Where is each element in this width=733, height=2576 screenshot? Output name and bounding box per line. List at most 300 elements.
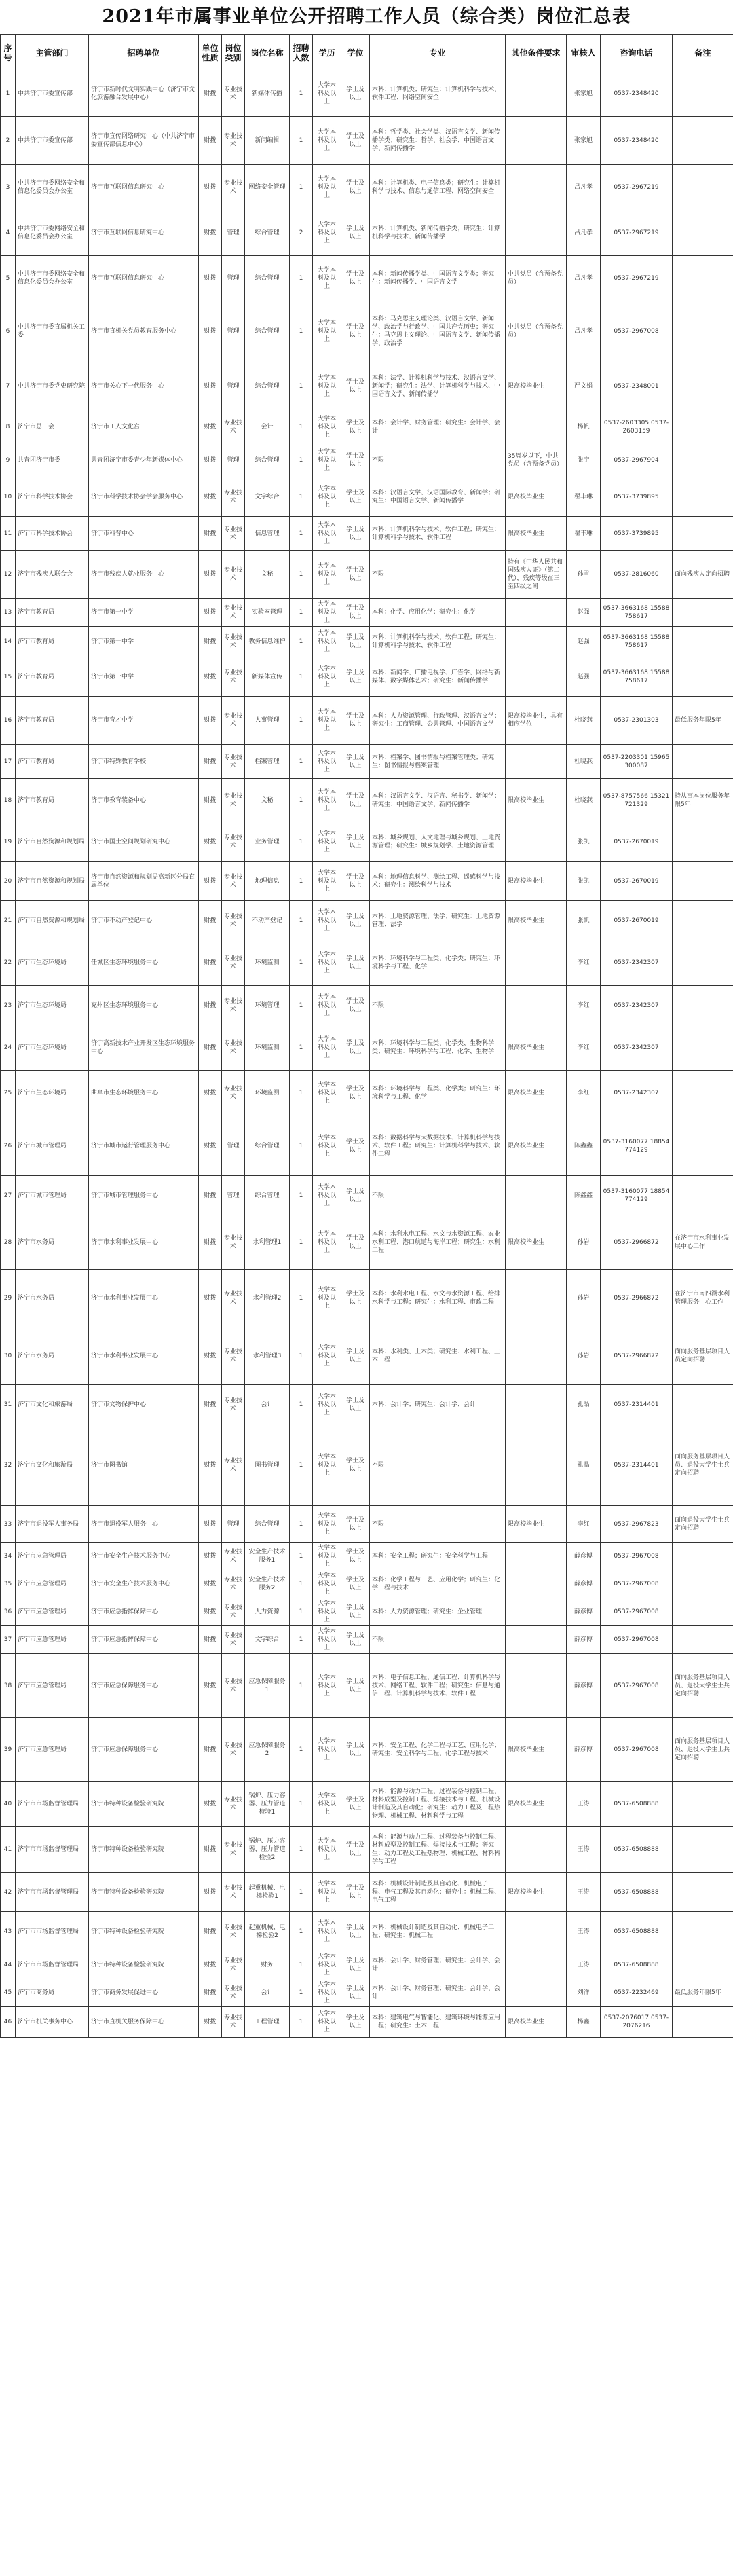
cell-other [506, 210, 567, 256]
cell-edu: 大学本科及以上 [313, 1215, 341, 1270]
cell-major: 不限 [370, 1506, 506, 1543]
cell-reviewer: 孙岩 [567, 1327, 601, 1385]
cell-remark [673, 71, 733, 117]
cell-unit: 济宁市直机关党员教育服务中心 [89, 301, 199, 361]
cell-edu: 大学本科及以上 [313, 1827, 341, 1873]
cell-post: 环境监测 [245, 940, 290, 986]
table-row [1, 301, 733, 361]
cell-category: 专业技术 [222, 117, 245, 165]
cell-category: 专业技术 [222, 1873, 245, 1912]
cell-other [506, 1176, 567, 1215]
cell-no: 14 [1, 627, 16, 657]
cell-no: 39 [1, 1718, 16, 1782]
cell-nature: 财拨 [199, 1215, 222, 1270]
cell-no: 1 [1, 71, 16, 117]
cell-reviewer: 杨鑫 [567, 2007, 601, 2038]
cell-other: 限高校毕业生 [506, 1782, 567, 1827]
cell-major: 本科：人力资源管理、行政管理、汉语言文学；研究生：工商管理、公共管理、中国语言文学 [370, 697, 506, 745]
cell-nature: 财拨 [199, 71, 222, 117]
cell-nature: 财拨 [199, 1071, 222, 1116]
cell-major: 本科：环境科学与工程类、化学类；研究生：环境科学与工程、化学 [370, 1071, 506, 1116]
cell-dept: 济宁市应急管理局 [16, 1543, 89, 1570]
cell-unit: 济宁市科普中心 [89, 517, 199, 551]
table-row [1, 627, 733, 657]
cell-category: 专业技术 [222, 1979, 245, 2007]
cell-degree: 学士及以上 [341, 361, 370, 411]
cell-category: 专业技术 [222, 71, 245, 117]
cell-nature: 财拨 [199, 117, 222, 165]
cell-reviewer: 张家旭 [567, 71, 601, 117]
cell-dept: 中共济宁市委直属机关工委 [16, 301, 89, 361]
cell-reviewer: 王涛 [567, 1873, 601, 1912]
cell-edu: 大学本科及以上 [313, 1782, 341, 1827]
table-row [1, 1270, 733, 1327]
cell-edu: 大学本科及以上 [313, 1598, 341, 1626]
cell-post: 信息管理 [245, 517, 290, 551]
table-row [1, 1071, 733, 1116]
cell-count: 1 [290, 1543, 313, 1570]
cell-dept: 中共济宁市委宣传部 [16, 117, 89, 165]
cell-other: 限高校毕业生 [506, 901, 567, 940]
cell-degree: 学士及以上 [341, 1215, 370, 1270]
cell-other [506, 1598, 567, 1626]
col-header-dept: 主管部门 [16, 35, 89, 71]
cell-count: 1 [290, 599, 313, 627]
cell-dept: 济宁市应急管理局 [16, 1598, 89, 1626]
cell-edu: 大学本科及以上 [313, 1176, 341, 1215]
cell-remark [673, 745, 733, 779]
cell-unit: 济宁市城市管理服务中心 [89, 1176, 199, 1215]
cell-no: 36 [1, 1598, 16, 1626]
cell-major: 本科：会计学；研究生：会计学、会计 [370, 1385, 506, 1424]
cell-other [506, 1979, 567, 2007]
cell-edu: 大学本科及以上 [313, 361, 341, 411]
cell-post: 文秘 [245, 779, 290, 822]
cell-remark [673, 627, 733, 657]
cell-phone: 0537-2670019 [601, 822, 673, 862]
cell-unit: 济宁市退役军人服务中心 [89, 1506, 199, 1543]
cell-reviewer: 孙岩 [567, 1215, 601, 1270]
cell-reviewer: 薛彦博 [567, 1654, 601, 1718]
cell-category: 专业技术 [222, 599, 245, 627]
cell-post: 环境监测 [245, 1071, 290, 1116]
cell-count: 1 [290, 627, 313, 657]
cell-nature: 财拨 [199, 1543, 222, 1570]
cell-nature: 财拨 [199, 256, 222, 301]
cell-count: 1 [290, 361, 313, 411]
cell-count: 1 [290, 1782, 313, 1827]
table-row [1, 901, 733, 940]
cell-major: 本科：化学、应用化学；研究生：化学 [370, 599, 506, 627]
table-row [1, 210, 733, 256]
cell-degree: 学士及以上 [341, 1506, 370, 1543]
cell-other: 限高校毕业生 [506, 862, 567, 901]
cell-degree: 学士及以上 [341, 1951, 370, 1979]
cell-no: 26 [1, 1116, 16, 1176]
cell-major: 本科：计算机类；研究生：计算机科学与技术、软件工程、网络空间安全 [370, 71, 506, 117]
cell-degree: 学士及以上 [341, 822, 370, 862]
cell-phone: 0537-2301303 [601, 697, 673, 745]
cell-post: 环境管理 [245, 986, 290, 1025]
cell-remark: 面向退役大学生士兵定向招聘 [673, 1506, 733, 1543]
cell-category: 管理 [222, 443, 245, 477]
cell-category: 专业技术 [222, 697, 245, 745]
cell-other: 中共党员（含预备党员） [506, 256, 567, 301]
table-row [1, 1782, 733, 1827]
cell-unit: 济宁市特种设备检验研究院 [89, 1951, 199, 1979]
cell-dept: 济宁市生态环境局 [16, 1025, 89, 1071]
cell-edu: 大学本科及以上 [313, 411, 341, 443]
cell-phone: 0537-2348001 [601, 361, 673, 411]
cell-no: 19 [1, 822, 16, 862]
cell-reviewer: 王涛 [567, 1782, 601, 1827]
cell-unit: 济宁市工人文化宫 [89, 411, 199, 443]
col-header-category: 岗位类别 [222, 35, 245, 71]
cell-degree: 学士及以上 [341, 697, 370, 745]
cell-unit: 济宁市安全生产技术服务中心 [89, 1570, 199, 1598]
cell-other [506, 657, 567, 697]
cell-edu: 大学本科及以上 [313, 862, 341, 901]
cell-other: 限高校毕业生，具有相应学位 [506, 697, 567, 745]
cell-remark: 面向服务基层项目人员定向招聘 [673, 1327, 733, 1385]
cell-unit: 济宁市水利事业发展中心 [89, 1215, 199, 1270]
col-header-remark: 备注 [673, 35, 733, 71]
col-header-phone: 咨询电话 [601, 35, 673, 71]
cell-other [506, 71, 567, 117]
cell-post: 综合管理 [245, 1176, 290, 1215]
cell-phone: 0537-2670019 [601, 901, 673, 940]
cell-phone: 0537-2967219 [601, 210, 673, 256]
cell-degree: 学士及以上 [341, 779, 370, 822]
cell-reviewer: 杜晓燕 [567, 745, 601, 779]
cell-remark [673, 411, 733, 443]
cell-reviewer: 孔晶 [567, 1424, 601, 1506]
cell-category: 管理 [222, 1176, 245, 1215]
table-row [1, 1176, 733, 1215]
cell-remark [673, 2007, 733, 2038]
cell-major: 本科：计算机科学与技术、软件工程；研究生：计算机科学与技术、软件工程 [370, 517, 506, 551]
cell-category: 专业技术 [222, 1827, 245, 1873]
cell-unit: 济宁市不动产登记中心 [89, 901, 199, 940]
table-row [1, 477, 733, 517]
cell-no: 38 [1, 1654, 16, 1718]
cell-nature: 财拨 [199, 1873, 222, 1912]
cell-edu: 大学本科及以上 [313, 745, 341, 779]
cell-reviewer: 赵强 [567, 627, 601, 657]
col-header-no: 序号 [1, 35, 16, 71]
cell-degree: 学士及以上 [341, 1912, 370, 1951]
cell-unit: 共青团济宁市委青少年新媒体中心 [89, 443, 199, 477]
cell-remark [673, 1827, 733, 1873]
cell-remark [673, 1570, 733, 1598]
cell-category: 专业技术 [222, 940, 245, 986]
cell-nature: 财拨 [199, 697, 222, 745]
cell-dept: 济宁市机关事务中心 [16, 2007, 89, 2038]
table-row [1, 1570, 733, 1598]
cell-nature: 财拨 [199, 443, 222, 477]
cell-category: 专业技术 [222, 1424, 245, 1506]
cell-post: 不动产登记 [245, 901, 290, 940]
cell-reviewer: 陈鑫鑫 [567, 1176, 601, 1215]
cell-unit: 济宁市水利事业发展中心 [89, 1327, 199, 1385]
cell-dept: 济宁市市场监督管理局 [16, 1873, 89, 1912]
cell-count: 1 [290, 551, 313, 599]
cell-category: 专业技术 [222, 1327, 245, 1385]
cell-dept: 济宁市文化和旅游局 [16, 1385, 89, 1424]
cell-count: 1 [290, 411, 313, 443]
cell-edu: 大学本科及以上 [313, 551, 341, 599]
cell-nature: 财拨 [199, 940, 222, 986]
cell-dept: 济宁市城市管理局 [16, 1116, 89, 1176]
cell-unit: 济宁市安全生产技术服务中心 [89, 1543, 199, 1570]
cell-phone: 0537-2967823 [601, 1506, 673, 1543]
cell-edu: 大学本科及以上 [313, 71, 341, 117]
table-row [1, 551, 733, 599]
cell-reviewer: 刘洋 [567, 1979, 601, 2007]
cell-unit: 济宁市文物保护中心 [89, 1385, 199, 1424]
cell-no: 2 [1, 117, 16, 165]
header-row [1, 35, 733, 71]
cell-remark [673, 862, 733, 901]
cell-unit: 济宁市第一中学 [89, 627, 199, 657]
cell-unit: 济宁市特种设备检验研究院 [89, 1912, 199, 1951]
cell-post: 实验室管理 [245, 599, 290, 627]
cell-remark [673, 1951, 733, 1979]
cell-unit: 济宁市应急保障服务中心 [89, 1654, 199, 1718]
cell-category: 专业技术 [222, 1071, 245, 1116]
table-row [1, 1827, 733, 1873]
cell-degree: 学士及以上 [341, 1718, 370, 1782]
cell-other [506, 745, 567, 779]
table-row [1, 1873, 733, 1912]
cell-major: 不限 [370, 986, 506, 1025]
cell-dept: 济宁市教育局 [16, 657, 89, 697]
cell-category: 专业技术 [222, 1951, 245, 1979]
cell-edu: 大学本科及以上 [313, 599, 341, 627]
cell-count: 1 [290, 986, 313, 1025]
cell-other: 限高校毕业生 [506, 1071, 567, 1116]
cell-reviewer: 杨帆 [567, 411, 601, 443]
cell-nature: 财拨 [199, 210, 222, 256]
cell-dept: 济宁市教育局 [16, 745, 89, 779]
cell-remark [673, 1176, 733, 1215]
cell-unit: 济宁市应急指挥保障中心 [89, 1598, 199, 1626]
cell-other [506, 986, 567, 1025]
cell-nature: 财拨 [199, 745, 222, 779]
cell-no: 15 [1, 657, 16, 697]
cell-no: 24 [1, 1025, 16, 1071]
cell-unit: 兖州区生态环境服务中心 [89, 986, 199, 1025]
cell-dept: 济宁市应急管理局 [16, 1570, 89, 1598]
cell-count: 1 [290, 517, 313, 551]
cell-count: 1 [290, 779, 313, 822]
cell-edu: 大学本科及以上 [313, 443, 341, 477]
cell-category: 专业技术 [222, 862, 245, 901]
cell-no: 6 [1, 301, 16, 361]
table-row [1, 2007, 733, 2038]
cell-other [506, 117, 567, 165]
cell-major: 本科：环境科学与工程类、化学类；研究生：环境科学与工程、化学 [370, 940, 506, 986]
cell-nature: 财拨 [199, 165, 222, 210]
cell-degree: 学士及以上 [341, 1327, 370, 1385]
cell-phone: 0537-2967008 [601, 1543, 673, 1570]
cell-nature: 财拨 [199, 1176, 222, 1215]
cell-count: 1 [290, 745, 313, 779]
table-row [1, 1385, 733, 1424]
cell-edu: 大学本科及以上 [313, 1718, 341, 1782]
cell-other [506, 1270, 567, 1327]
cell-nature: 财拨 [199, 627, 222, 657]
cell-unit: 济宁市互联网信息研究中心 [89, 256, 199, 301]
cell-phone: 0537-2967904 [601, 443, 673, 477]
cell-no: 12 [1, 551, 16, 599]
cell-phone: 0537-6508888 [601, 1873, 673, 1912]
cell-major: 本科：土地资源管理、法学；研究生：土地资源管理、法学 [370, 901, 506, 940]
cell-nature: 财拨 [199, 822, 222, 862]
cell-dept: 济宁市水务局 [16, 1215, 89, 1270]
cell-post: 应急保障服务2 [245, 1718, 290, 1782]
cell-reviewer: 孙雪 [567, 551, 601, 599]
col-header-reviewer: 审核人 [567, 35, 601, 71]
col-header-unit: 招聘单位 [89, 35, 199, 71]
cell-reviewer: 李红 [567, 1506, 601, 1543]
cell-major: 本科：环境科学与工程类、化学类、生物科学类；研究生：环境科学与工程、化学、生物学 [370, 1025, 506, 1071]
cell-no: 17 [1, 745, 16, 779]
cell-other: 限高校毕业生 [506, 1506, 567, 1543]
cell-dept: 济宁市市场监督管理局 [16, 1951, 89, 1979]
cell-unit: 济宁市第一中学 [89, 657, 199, 697]
cell-phone: 0537-2203301 15965300087 [601, 745, 673, 779]
cell-remark: 面向残疾人定向招聘 [673, 551, 733, 599]
table-row [1, 1979, 733, 2007]
cell-post: 综合管理 [245, 1506, 290, 1543]
cell-degree: 学士及以上 [341, 1385, 370, 1424]
cell-post: 教务信息维护 [245, 627, 290, 657]
cell-count: 1 [290, 1570, 313, 1598]
cell-edu: 大学本科及以上 [313, 301, 341, 361]
table-row [1, 779, 733, 822]
cell-reviewer: 薛彦博 [567, 1543, 601, 1570]
cell-post: 人事管理 [245, 697, 290, 745]
cell-major: 本科：数据科学与大数据技术、计算机科学与技术、软件工程；研究生：计算机科学与技术、软件工程 [370, 1116, 506, 1176]
cell-major: 本科：马克思主义理论类、汉语言文学、新闻学、政治学与行政学、中国共产党历史；研究生：马克思主义理论、中国语言文学、新闻传播学、政治学 [370, 301, 506, 361]
cell-phone: 0537-2967008 [601, 1598, 673, 1626]
cell-reviewer: 张凯 [567, 901, 601, 940]
cell-count: 1 [290, 443, 313, 477]
cell-category: 专业技术 [222, 1385, 245, 1424]
cell-post: 新媒体传播 [245, 71, 290, 117]
cell-major: 本科：地理信息科学、测绘工程、遥感科学与技术；研究生：测绘科学与技术 [370, 862, 506, 901]
cell-remark [673, 1782, 733, 1827]
cell-degree: 学士及以上 [341, 1598, 370, 1626]
cell-post: 综合管理 [245, 301, 290, 361]
cell-phone: 0537-6508888 [601, 1827, 673, 1873]
table-row [1, 1626, 733, 1654]
cell-edu: 大学本科及以上 [313, 1543, 341, 1570]
cell-phone: 0537-2314401 [601, 1424, 673, 1506]
cell-post: 应急保障服务1 [245, 1654, 290, 1718]
cell-phone: 0537-2348420 [601, 117, 673, 165]
cell-other: 限高校毕业生 [506, 2007, 567, 2038]
cell-other: 限高校毕业生 [506, 1718, 567, 1782]
cell-nature: 财拨 [199, 1951, 222, 1979]
cell-nature: 财拨 [199, 1598, 222, 1626]
cell-category: 专业技术 [222, 165, 245, 210]
table-row [1, 1424, 733, 1506]
cell-no: 13 [1, 599, 16, 627]
cell-post: 档案管理 [245, 745, 290, 779]
cell-dept: 共青团济宁市委 [16, 443, 89, 477]
cell-other: 限高校毕业生 [506, 1025, 567, 1071]
cell-category: 专业技术 [222, 1718, 245, 1782]
cell-phone: 0537-2603305 0537-2603159 [601, 411, 673, 443]
table-row [1, 940, 733, 986]
cell-unit: 济宁市互联网信息研究中心 [89, 210, 199, 256]
cell-no: 3 [1, 165, 16, 210]
cell-unit: 济宁市残疾人就业服务中心 [89, 551, 199, 599]
cell-post: 锅炉、压力容器、压力管道检验1 [245, 1782, 290, 1827]
cell-category: 专业技术 [222, 411, 245, 443]
cell-phone: 0537-2967008 [601, 1654, 673, 1718]
cell-nature: 财拨 [199, 901, 222, 940]
cell-degree: 学士及以上 [341, 1424, 370, 1506]
cell-major: 本科：会计学、财务管理；研究生：会计学、会计 [370, 411, 506, 443]
cell-other [506, 1327, 567, 1385]
cell-other: 限高校毕业生 [506, 1215, 567, 1270]
cell-major: 本科：能源与动力工程、过程装备与控制工程、材料成型及控制工程、焊接技术与工程、机械设计制造及其自动化；研究生：动力工程及工程热物理、机械工程、材料科学与工程 [370, 1782, 506, 1827]
cell-category: 专业技术 [222, 779, 245, 822]
cell-dept: 中共济宁市委党史研究院 [16, 361, 89, 411]
cell-edu: 大学本科及以上 [313, 1979, 341, 2007]
cell-count: 1 [290, 71, 313, 117]
cell-unit: 济宁市自然资源和规划局高新区分局直属单位 [89, 862, 199, 901]
cell-phone: 0537-3663168 15588758617 [601, 599, 673, 627]
cell-remark [673, 256, 733, 301]
cell-other [506, 1570, 567, 1598]
cell-phone: 0537-2342307 [601, 986, 673, 1025]
cell-remark [673, 1912, 733, 1951]
cell-post: 会计 [245, 1979, 290, 2007]
cell-remark [673, 986, 733, 1025]
cell-count: 1 [290, 165, 313, 210]
cell-major: 本科：档案学、图书情报与档案管理类；研究生：图书情报与档案管理 [370, 745, 506, 779]
cell-post: 水利管理1 [245, 1215, 290, 1270]
table-row [1, 1654, 733, 1718]
cell-remark: 最低服务年限5年 [673, 1979, 733, 2007]
cell-category: 专业技术 [222, 1270, 245, 1327]
cell-remark [673, 1598, 733, 1626]
cell-post: 新闻编辑 [245, 117, 290, 165]
cell-unit: 济宁市特殊教育学校 [89, 745, 199, 779]
cell-major: 本科：化学工程与工艺、应用化学；研究生：化学工程与技术 [370, 1570, 506, 1598]
cell-nature: 财拨 [199, 599, 222, 627]
cell-unit: 曲阜市生态环境服务中心 [89, 1071, 199, 1116]
cell-major: 不限 [370, 1424, 506, 1506]
cell-major: 不限 [370, 1626, 506, 1654]
cell-count: 1 [290, 1506, 313, 1543]
cell-phone: 0537-6508888 [601, 1912, 673, 1951]
cell-reviewer: 翟丰琳 [567, 477, 601, 517]
cell-major: 本科：计算机类、电子信息类；研究生：计算机科学与技术、信息与通信工程、网络空间安全 [370, 165, 506, 210]
cell-nature: 财拨 [199, 1506, 222, 1543]
cell-post: 综合管理 [245, 443, 290, 477]
cell-other [506, 822, 567, 862]
cell-dept: 济宁市市场监督管理局 [16, 1912, 89, 1951]
table-row [1, 1215, 733, 1270]
cell-dept: 济宁市市场监督管理局 [16, 1827, 89, 1873]
cell-reviewer: 薛彦博 [567, 1718, 601, 1782]
cell-reviewer: 张宁 [567, 443, 601, 477]
